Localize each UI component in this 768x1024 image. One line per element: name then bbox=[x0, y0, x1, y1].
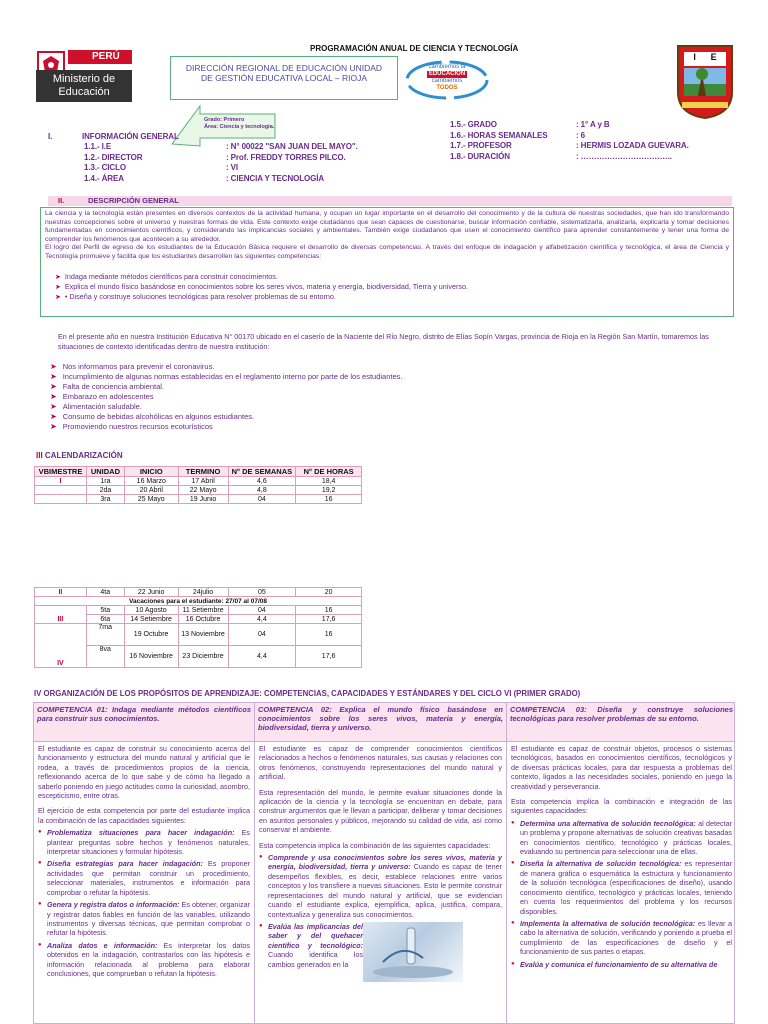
cal-cell: I bbox=[35, 477, 87, 486]
capacity-title: Comprende y usa conocimientos sobre los seres vivos, materia y energía, biodiversidad, tierra y universo: bbox=[268, 853, 502, 872]
cal-cell: 22 Mayo bbox=[178, 486, 228, 495]
cal-cell: 23 Diciembre bbox=[178, 646, 228, 668]
cal-cell: 2da bbox=[86, 486, 124, 495]
general-info-right bbox=[450, 120, 689, 162]
gi-label-7: 1.7.- PROFESOR bbox=[450, 141, 512, 150]
gi-label-3: 1.3.- CICLO bbox=[84, 163, 127, 172]
competency-3-body2: Esta competencia implica la combinación e integración de las siguientes capacidades: bbox=[511, 797, 732, 816]
dre-line1: DIRECCIÓN REGIONAL DE EDUCACIÓN UNIDAD bbox=[185, 63, 383, 73]
cal-cell: 1ra bbox=[86, 477, 124, 486]
cal-cell: 04 bbox=[228, 606, 296, 615]
description-para-2: El logro del Perfil de egreso de los estudiantes de la Educación Básica requiere el desarrollo de diversas competencias. A través del enfoque de indagación y alfabetización científica y tecnológica, el área de Ciencia y Tecnología promueve y facilita que los estudiantes desarrollen las siguientes competencias: bbox=[45, 244, 729, 260]
organization-heading: IV ORGANIZACIÓN DE LOS PROPÓSITOS DE APRENDIZAJE: COMPETENCIAS, CAPACIDADES Y ESTÁNDARES Y DEL CICLO VI (PRIMER GRADO) bbox=[34, 689, 581, 698]
cal-cell: 16 bbox=[296, 624, 362, 646]
context-item: ➤ Promoviendo nuestros recursos ecoturísticos bbox=[50, 422, 403, 432]
description-num: II. bbox=[58, 196, 65, 205]
cal-cell: 10 Agosto bbox=[124, 606, 178, 615]
context-item: ➤ Alimentación saludable. bbox=[50, 402, 403, 412]
campaign-line4: TODOS bbox=[436, 85, 458, 91]
crest-letter-i: I bbox=[693, 52, 696, 62]
cal-header: N° DE SEMANAS bbox=[228, 467, 296, 477]
dre-line2: DE GESTIÓN EDUCATIVA LOCAL – RIOJA bbox=[200, 73, 368, 83]
cal-cell: IV bbox=[35, 624, 87, 668]
capacity-title: Diseña estrategias para hacer indagación: bbox=[47, 859, 203, 869]
cal-cell: 17,6 bbox=[296, 615, 362, 624]
competency-2-body2: Esta representación del mundo, le permite evaluar situaciones donde la aplicación de la ciencia y la tecnología se encuentran en debate, para construir argumentos que le llevan a participar, deliberar y tomar decisiones en asuntos personales y públicos, mejorando su calidad de vida, así como conservar el ambiente. bbox=[259, 787, 502, 835]
cal-cell: 7ma bbox=[86, 624, 124, 646]
capacity-title: Determina una alternativa de solución tecnológica: bbox=[520, 818, 696, 828]
general-info-heading: INFORMACIÓN GENERAL bbox=[82, 132, 179, 141]
cal-cell: 20 Abril bbox=[124, 486, 178, 495]
cal-cell: 4ta bbox=[86, 588, 124, 597]
lab-photo bbox=[363, 922, 463, 982]
cal-cell bbox=[35, 495, 87, 504]
cal-cell: 13 Noviembre bbox=[178, 624, 228, 646]
context-list bbox=[50, 362, 403, 432]
cal-cell: 19 Junio bbox=[178, 495, 228, 504]
competency-1-title: COMPETENCIA 01: Indaga mediante métodos científicos para construir sus conocimientos. bbox=[34, 703, 254, 741]
calendar-table-2 bbox=[34, 587, 362, 668]
cal-cell: 16 Noviembre bbox=[124, 646, 178, 668]
gi-value-4: : CIENCIA Y TECNOLOGÍA bbox=[226, 173, 325, 183]
capacity-text: Cuando identifica los cambios generados en la bbox=[268, 950, 363, 969]
capacity-text: Es plantear preguntas sobre hechos y fenómenos naturales, interpretar situaciones y formular hipótesis. bbox=[47, 828, 250, 857]
cal-cell: 4,8 bbox=[228, 486, 296, 495]
cal-cell: 6ta bbox=[86, 615, 124, 624]
doc-title: PROGRAMACIÓN ANUAL DE CIENCIA Y TECNOLOGÍA bbox=[310, 44, 519, 53]
competency-2-body3: Esta competencia implica la combinación de las siguientes capacidades: bbox=[259, 840, 491, 850]
school-crest bbox=[676, 44, 734, 120]
cal-cell: 16 Octubre bbox=[178, 615, 228, 624]
capacity-title: Genera y registra datos o información: bbox=[47, 900, 180, 910]
dre-box bbox=[170, 56, 398, 100]
cal-cell: 11 Setiembre bbox=[178, 606, 228, 615]
gi-value-8: : …………………………….. bbox=[576, 151, 672, 161]
gi-value-7: : HERMIS LOZADA GUEVARA. bbox=[576, 141, 689, 150]
arrow-note-area: Área: Ciencia y tecnología. bbox=[204, 124, 275, 130]
competencies-grid bbox=[33, 702, 735, 1024]
capacity-text: al detectar un problema y propone alternativas de solución creativas basadas en conocimientos científico, tecnológico y prácticas locales, evaluando su pertinencia para seleccionar una de ellas. bbox=[520, 818, 732, 857]
capacity-text: Es proponer actividades que permitan construir un procedimiento, seleccionar materiales, instrumentos e información para comprobar o refutar la hipótesis. bbox=[47, 859, 250, 897]
competency-col-1 bbox=[34, 703, 254, 981]
vacation-note: Vacaciones para el estudiante: 27/07 al 07/08 bbox=[35, 597, 362, 606]
description-heading-bar bbox=[48, 196, 732, 206]
competency-arrow-icon: ➤ bbox=[55, 293, 61, 301]
cal-header: VBIMESTRE bbox=[35, 467, 87, 477]
cal-cell: 18,4 bbox=[296, 477, 362, 486]
cal-cell: 17 Abril bbox=[178, 477, 228, 486]
context-item: ➤ Falta de conciencia ambiental. bbox=[50, 382, 403, 392]
arrow-note-grade: Grado: Primero bbox=[204, 117, 245, 123]
cal-header: UNIDAD bbox=[86, 467, 124, 477]
campaign-line2: EDUCACIÓN bbox=[428, 71, 466, 77]
competency-2-body1: El estudiante es capaz de comprender conocimientos científicos relacionados a hechos o fenómenos naturales, sus causas y relaciones con otros fenómenos, construyendo representaciones del mundo natural y artificial. bbox=[259, 744, 502, 782]
capacity-text: Es interpretar los datos obtenidos en la indagación, contrastarlos con las hipótesis e información relacionada al problema para elaborar conclusiones, que comprueban o refutan la hipótesis. bbox=[47, 940, 250, 978]
gi-label-4: 1.4.- ÁREA bbox=[84, 173, 124, 183]
cal-cell: 19 Octubre bbox=[124, 624, 178, 646]
capacity-title: Diseña la alternativa de solución tecnológica: bbox=[520, 859, 682, 869]
gi-label-2: 1.2.- DIRECTOR bbox=[84, 152, 143, 162]
cal-cell: 20 bbox=[296, 588, 362, 597]
gi-value-6: : 6 bbox=[576, 130, 586, 140]
calendar-num: III bbox=[36, 451, 43, 460]
cal-cell: 25 Mayo bbox=[124, 495, 178, 504]
cal-cell: 19,2 bbox=[296, 486, 362, 495]
capacity-title: Problematiza situaciones para hacer indagación: bbox=[47, 828, 235, 838]
general-info-num: I. bbox=[48, 132, 53, 141]
cal-cell: 4,4 bbox=[228, 615, 296, 624]
cal-cell: III bbox=[35, 606, 87, 624]
cal-header: N° DE HORAS bbox=[296, 467, 362, 477]
cal-cell: 5ta bbox=[86, 606, 124, 615]
capacity-text: Es obtener, organizar y registrar datos fiables en función de las variables, utilizando instrumentos y diversas técnicas, que permitan comprobar o refutar la hipótesis. bbox=[47, 900, 250, 938]
cal-cell: II bbox=[35, 588, 87, 597]
competency-1-body1: El estudiante es capaz de construir su conocimiento acerca del funcionamiento y estructura del mundo natural y artificial que le rodea, a través de procedimientos propios de la ciencia, reflexionando acerca de lo que sabe y de cómo ha llegado a saberlo poniendo en juego actitudes como la curiosidad, asombro, escepticismo, entre otras. bbox=[38, 744, 250, 801]
cal-header: TERMINO bbox=[178, 467, 228, 477]
competency-2: Explica el mundo físico basándose en conocimientos sobre los seres vivos, materia y energía, biodiversidad, Tierra y universo. bbox=[64, 281, 468, 291]
cal-cell: 4,6 bbox=[228, 477, 296, 486]
general-info-left bbox=[84, 142, 358, 184]
cal-cell: 16 bbox=[296, 495, 362, 504]
description-para-1: La ciencia y la tecnología están presentes en diversos contextos de la actividad humana, y ocupan un lugar importante en el desarrollo del conocimiento y de la cultura de nuestras sociedades, que han ido transformando nuestras concepciones sobre el universo y nuestras formas de vida. Este contexto exige ciudadanos que sean capaces de cuestionarse, buscar información confiable, sistematizarla, analizarla, explicarla y tomar decisiones fundamentadas en conocimientos científicos, y considerando las implicancias sociales y ambientales. También exige ciudadanos que usen el conocimiento científico para aprender constantemente y tener una forma de comprender los fenómenos que acontecen a su alrededor. bbox=[45, 210, 729, 243]
competency-col-2 bbox=[255, 703, 506, 972]
description-heading: DESCRIPCIÓN GENERAL bbox=[88, 196, 179, 205]
crest-letter-e: E bbox=[710, 52, 717, 62]
context-item: ➤ Embarazo en adolescentes bbox=[50, 392, 403, 402]
capacity-text: es representar de manera gráfica o esquemática la estructura y funcionamiento de la solución tecnológica (especificaciones de diseño), usando conocimiento científico, tecnológico y prácticas locales, teniendo en cuenta los requerimientos del problema y los recursos disponibles. bbox=[520, 859, 732, 916]
cal-cell: 22 Junio bbox=[124, 588, 178, 597]
capacity-title: Analiza datos e información: bbox=[47, 940, 158, 950]
campaign-logo bbox=[404, 58, 490, 102]
capacity-title: Evalúa las implicancias del saber y del quehacer científico y tecnológico: bbox=[268, 921, 363, 950]
gi-label-8: 1.8.- DURACIÓN bbox=[450, 151, 510, 161]
capacity-text: Cuando es capaz de tener desempeños flexibles, es decir, establece relaciones entre varios conceptos y los transfiere a nuevas situaciones. Esto le permite construir representaciones del mundo natural y artificial, que se evidencian cuando el estudiante explica, ejemplifica, aplica, justifica, compara, contextualiza y generaliza sus conocimientos. bbox=[268, 862, 502, 919]
context-intro: En el presente año en nuestra Institución Educativa N° 00170 ubicado en el caserío de la Naciente del Río Negro, distrito de Elías Sopín Vargas, provincia de Rioja en la Región San Martín, tomaremos las situaciones de contexto identificadas dentro de nuestra institución: bbox=[58, 332, 709, 351]
cal-cell: 3ra bbox=[86, 495, 124, 504]
ministry-line1: Ministerio de bbox=[52, 73, 116, 85]
context-item: ➤ Incumplimiento de algunas normas establecidas en el reglamento interno por parte de los estudiantes. bbox=[50, 372, 403, 382]
context-item: ➤ Nos informamos para prevenir el coronavirus. bbox=[50, 362, 403, 372]
peru-label: PERÚ bbox=[68, 50, 132, 64]
cal-cell: 04 bbox=[228, 495, 296, 504]
cal-cell: 05 bbox=[228, 588, 296, 597]
capacity-text: es llevar a cabo la alternativa de solución, verificando y poniendo a prueba el cumplimiento de las especificaciones de diseño y el funcionamiento de sus partes o etapas. bbox=[520, 918, 732, 957]
calendar-table-1 bbox=[34, 466, 362, 504]
ministry-line2: Educación bbox=[58, 86, 110, 98]
competency-3-body1: El estudiante es capaz de construir objetos, procesos o sistemas tecnológicos, basados en conocimientos científicos, tecnológicos y de diversas prácticas locales, para dar respuesta a problemas del contexto, ligados a las necesidades sociales, poniendo en juego la creatividad y perseverancia. bbox=[511, 744, 732, 791]
cal-cell: 16 Marzo bbox=[124, 477, 178, 486]
competency-col-3 bbox=[507, 703, 735, 972]
competency-arrow-icon: ➤ bbox=[55, 273, 61, 281]
calendar-heading bbox=[36, 451, 123, 460]
context-item: ➤ Consumo de bebidas alcohólicas en algunos estudiantes. bbox=[50, 412, 403, 422]
gi-value-3: : VI bbox=[226, 163, 239, 172]
minedu-logo bbox=[36, 50, 132, 102]
cal-cell: 04 bbox=[228, 624, 296, 646]
competency-3: • Diseña y construye soluciones tecnológicas para resolver problemas de su entorno. bbox=[64, 291, 336, 301]
competency-1-body2: El ejercicio de esta competencia por parte del estudiante implica la combinación de las capacidades siguientes: bbox=[38, 806, 250, 825]
gi-label-1: 1.1.- I.E bbox=[84, 142, 112, 151]
cal-cell: 16 bbox=[296, 606, 362, 615]
gi-value-2: : Prof. FREDDY TORRES PILCO. bbox=[226, 152, 346, 162]
competency-2-title: COMPETENCIA 02: Explica el mundo físico basándose en conocimientos sobre los seres vivos, materia y energía, biodiversidad, tierra y universo. bbox=[255, 703, 506, 741]
description-box bbox=[40, 207, 734, 317]
competency-3-title: COMPETENCIA 03: Diseña y construye soluciones tecnológicas para resolver problemas de su entorno. bbox=[507, 703, 735, 741]
competency-arrow-icon: ➤ bbox=[55, 283, 61, 291]
gi-value-5: : 1° A y B bbox=[576, 120, 610, 129]
calendar-title: CALENDARIZACIÓN bbox=[44, 451, 123, 460]
cal-cell bbox=[35, 486, 87, 495]
cal-cell: 4,4 bbox=[228, 646, 296, 668]
cal-cell: 17,6 bbox=[296, 646, 362, 668]
cal-cell: 24julio bbox=[178, 588, 228, 597]
capacity-title: Implementa la alternativa de solución tecnológica: bbox=[520, 918, 696, 928]
capacity-title: Evalúa y comunica el funcionamiento de su alternativa de bbox=[520, 959, 718, 969]
gi-label-5: 1.5.- GRADO bbox=[450, 120, 497, 129]
cal-header: INICIO bbox=[124, 467, 178, 477]
gi-label-6: 1.6.- HORAS SEMANALES bbox=[450, 130, 548, 140]
cal-cell: 8va bbox=[86, 646, 124, 668]
gi-value-1: : N° 00022 "SAN JUAN DEL MAYO". bbox=[226, 142, 358, 151]
competency-1: Indaga mediante métodos científicos para construir conocimientos. bbox=[64, 271, 278, 281]
cal-cell: 14 Setiembre bbox=[124, 615, 178, 624]
campaign-line3: cambiemos bbox=[431, 78, 463, 84]
campaign-line1: cambiemos la bbox=[428, 64, 466, 70]
